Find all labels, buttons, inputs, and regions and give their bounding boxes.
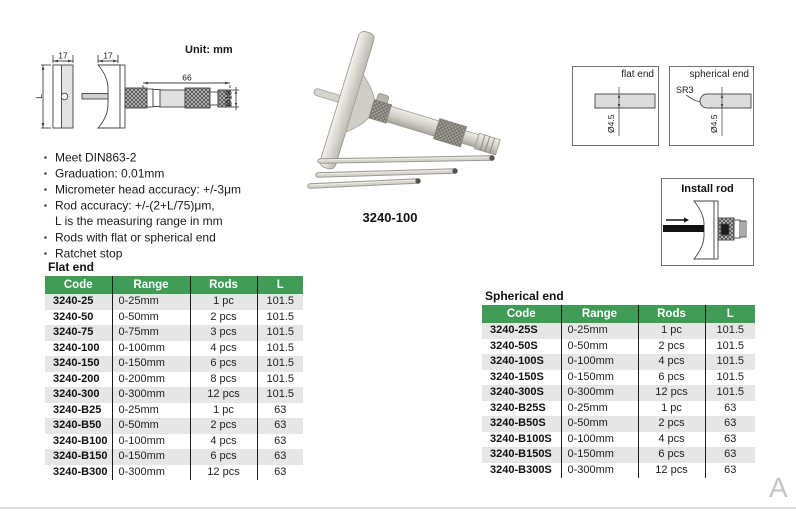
header-cell: Code [45,276,112,294]
cell-l: 63 [257,465,303,481]
bullet-square-icon: ▪ [44,232,47,242]
cell-code: 3240-25 [45,294,112,310]
table-row [45,387,303,403]
cell-code: 3240-300 [45,387,112,403]
cell-l: 101.5 [705,354,755,370]
cell-rods: 4 pcs [638,432,705,448]
bullet-square-icon: ▪ [44,201,47,210]
flat-table-body [45,294,303,480]
cell-l: 63 [257,403,303,419]
feature-text: Graduation: 0.01mm [55,166,165,181]
cell-code: 3240-100 [53,341,100,354]
cell-rods: 8 pcs [190,372,257,388]
cell-range: 0-50mm [112,418,190,434]
table-row [482,416,755,432]
cell-l: 63 [705,401,755,417]
cell-rods: 2 pcs [190,418,257,434]
cell-l: 63 [705,463,755,479]
header-cell: Code [482,305,561,323]
cell-code: 3240-B25S [490,401,546,414]
cell-code: 3240-150 [45,356,112,372]
cell-rods: 6 pcs [638,447,705,463]
cell-rods: 1 pc [190,403,257,419]
flat-end-title: flat end [621,69,654,80]
table-row [482,447,755,463]
cell-rods: 12 pcs [638,463,705,479]
cell-range: 0-300mm [112,387,190,403]
table-row [482,339,755,355]
spherical-end-rod-icon [670,67,753,145]
feature-text: Ratchet stop [55,246,123,260]
bullet-square-icon: ▪ [44,169,47,178]
cell-code: 3240-25S [482,323,561,339]
dim-66: 66 [182,72,192,83]
table-row [45,356,303,372]
cell-code: 3240-B300S [490,463,552,476]
cell-l: 63 [705,416,755,432]
cell-l: 63 [705,432,755,448]
cell-range: 0-300mm [561,385,638,401]
cell-range: 0-25mm [561,323,638,339]
cell-range: 0-50mm [561,416,638,432]
cell-range: 0-25mm [112,403,190,419]
extension-rods [310,155,495,186]
cell-rods: 6 pcs [190,449,257,465]
cell-rods: 2 pcs [638,416,705,432]
header-cell: Rods [190,276,257,294]
table-row [45,310,303,326]
install-rod-icon [662,199,753,263]
cell-range: 0-50mm [561,339,638,355]
spherical-parts-table [482,305,755,478]
table-row [482,463,755,479]
cell-code: 3240-B150S [482,447,561,463]
cell-range: 0-300mm [112,465,190,481]
dim-L: L [34,94,44,99]
cell-l: 101.5 [257,310,303,326]
cell-code: 3240-B50 [45,418,112,434]
bullet-square-icon: ▪ [44,153,47,162]
cell-rods: 1 pc [638,323,705,339]
table-row [482,354,755,370]
cell-code: 3240-B300 [53,465,108,478]
feature-list [44,150,241,262]
cell-code: 3240-200 [53,372,100,385]
cell-code: 3240-B25 [53,403,102,416]
product-photo [295,12,555,210]
cell-code: 3240-B100 [53,434,108,447]
dim-17-left: 17 [58,50,68,61]
cell-code: 3240-50S [490,339,538,352]
cell-l: 63 [257,418,303,434]
cell-range: 0-150mm [112,449,190,465]
cell-range: 0-100mm [561,354,638,370]
feature-item [44,230,241,246]
dim-17-base: 17 [103,50,113,61]
cell-range: 0-150mm [561,370,638,386]
header-cell: L [257,276,303,294]
cell-range: 0-75mm [112,325,190,341]
table-row [45,418,303,434]
unit-note: Unit: mm [185,44,233,56]
table-row [45,294,303,310]
cell-l: 101.5 [705,385,755,401]
cell-range: 0-200mm [112,372,190,388]
table-header-row [482,305,755,323]
cell-rods: 3 pcs [190,325,257,341]
cell-code: 3240-100S [482,354,561,370]
feature-item [44,150,241,166]
table-header-row [45,276,303,294]
feature-item [44,214,241,230]
flat-end-table-section [45,261,303,480]
feature-item [44,166,241,182]
header-cell: Rods [638,305,705,323]
cell-rods: 2 pcs [638,339,705,355]
flat-end-view-box [572,66,659,146]
feature-text: Rod accuracy: +/-(2+L/75)μm, [55,198,215,213]
spherical-table-title: Spherical end [485,289,564,303]
spherical-end-view-box [669,66,754,146]
table-row [45,434,303,450]
table-row [482,370,755,386]
cell-l: 101.5 [257,372,303,388]
bullet-square-icon: ▪ [44,185,47,194]
cell-code: 3240-B150 [45,449,112,465]
feature-text: Rods with flat or spherical end [55,230,216,244]
cell-l: 63 [705,447,755,463]
flat-end-diameter-label: Ø4.5 [606,114,616,133]
watermark-letter: A [769,472,788,503]
cell-rods: 1 pc [190,294,257,310]
install-rod-title: Install rod [681,183,734,195]
bottom-divider [0,507,796,509]
install-rod-box [661,178,754,266]
cell-rods: 4 pcs [638,354,705,370]
feature-item [44,198,241,214]
cell-range: 0-25mm [561,401,638,417]
cell-l: 101.5 [705,339,755,355]
cell-rods: 6 pcs [638,370,705,386]
cell-code: 3240-300S [482,385,561,401]
cell-range: 0-100mm [112,434,190,450]
cell-code: 3240-B50S [482,416,561,432]
cell-range: 0-300mm [561,463,638,479]
cell-l: 101.5 [705,370,755,386]
cell-code: 3240-50 [53,310,94,323]
sphere-radius-label: SR3 [676,85,694,95]
feature-item [44,182,241,198]
cell-range: 0-25mm [112,294,190,310]
cell-l: 63 [257,449,303,465]
bullet-square-icon: ▪ [44,248,47,258]
cell-l: 101.5 [257,387,303,403]
cell-rods: 12 pcs [638,385,705,401]
table-row [45,449,303,465]
model-label: 3240-100 [362,210,418,225]
spherical-end-title: spherical end [689,69,749,80]
flat-table-title: Flat end [48,260,95,274]
cell-rods: 1 pc [638,401,705,417]
table-row [45,325,303,341]
spherical-end-table-section [482,290,755,478]
table-row [45,465,303,481]
cell-range: 0-150mm [112,356,190,372]
cell-l: 101.5 [705,323,755,339]
feature-text: L is the measuring range in mm [55,214,223,228]
cell-range: 0-50mm [112,310,190,326]
table-row [45,341,303,357]
table-row [482,323,755,339]
cell-l: 101.5 [257,294,303,310]
cell-range: 0-150mm [561,447,638,463]
cell-rods: 12 pcs [190,387,257,403]
cell-l: 63 [257,434,303,450]
cell-l: 101.5 [257,341,303,357]
cell-range: 0-100mm [561,432,638,448]
spherical-table-body [482,323,755,478]
table-row [482,385,755,401]
header-cell: L [705,305,755,323]
spherical-end-diameter-label: Ø4.5 [709,114,719,133]
cell-rods: 12 pcs [190,465,257,481]
table-row [482,401,755,417]
table-row [482,432,755,448]
cell-rods: 2 pcs [190,310,257,326]
feature-text: Meet DIN863-2 [55,150,137,165]
cell-code: 3240-75 [45,325,112,341]
feature-text: Micrometer head accuracy: +/-3μm [55,182,241,197]
cell-code: 3240-B100S [490,432,552,445]
flat-parts-table [45,276,303,480]
cell-rods: 6 pcs [190,356,257,372]
flat-end-rod-icon [573,67,658,145]
header-cell: Range [112,276,190,294]
cell-l: 101.5 [257,325,303,341]
cell-l: 101.5 [257,356,303,372]
cell-rods: 4 pcs [190,434,257,450]
header-cell: Range [561,305,638,323]
dim-dia-18: Ø18 [223,90,234,107]
cell-range: 0-100mm [112,341,190,357]
table-row [45,403,303,419]
cell-code: 3240-150S [490,370,544,383]
cell-rods: 4 pcs [190,341,257,357]
table-row [45,372,303,388]
